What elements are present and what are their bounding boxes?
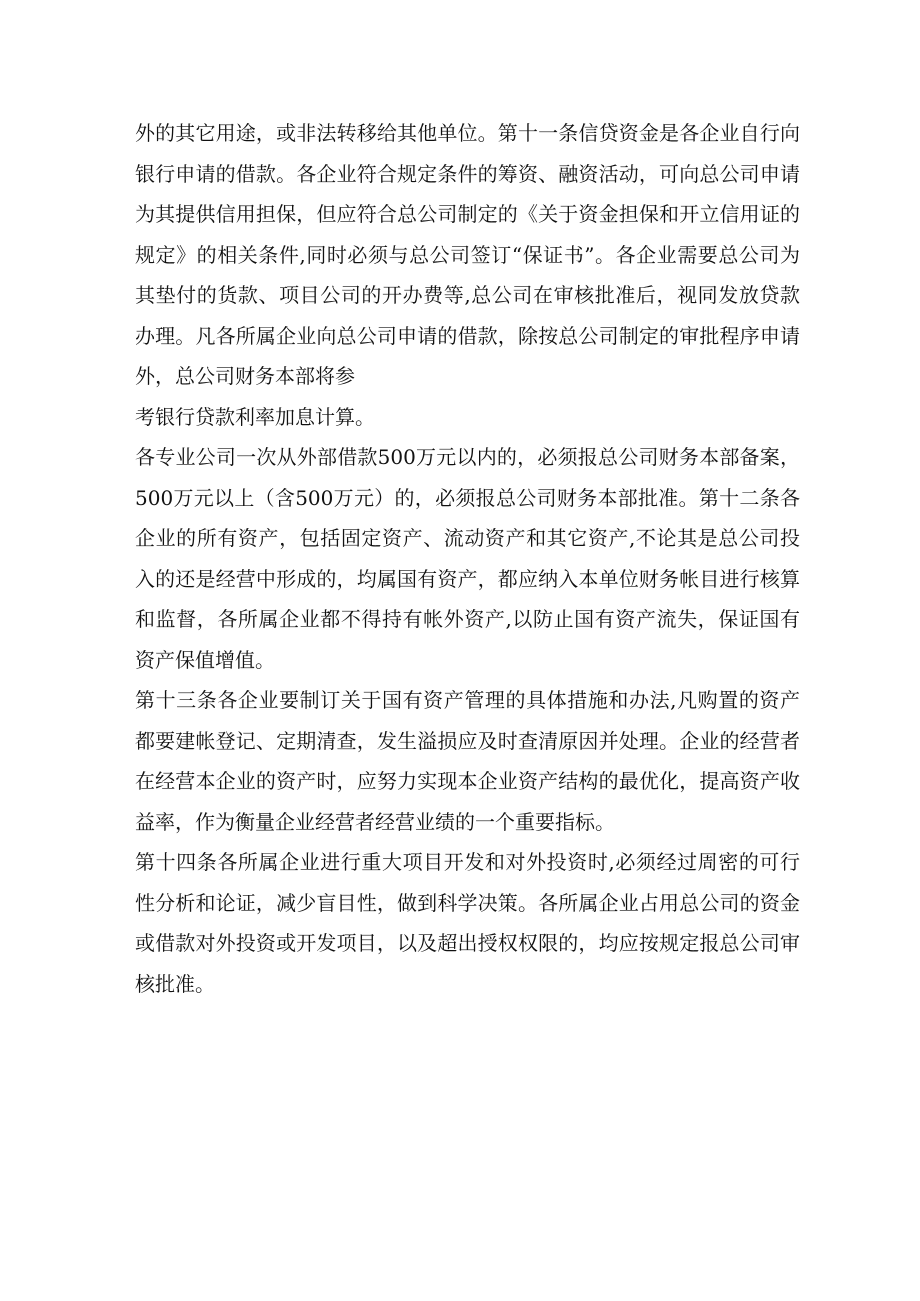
paragraph-asset-management: 第十三条各企业要制订关于国有资产管理的具体措施和办法,凡购置的资产都要建帐登记、定期清查，发生溢损应及时查清原因并处理。企业的经营者在经营本企业的资产时，应努力实现本企业资产结构的最优化，提高资产收益率，作为衡量企业经营者经营业绩的一个重要指标。 — [135, 688, 800, 834]
document-body — [135, 113, 800, 1004]
paragraph-external-borrowing: 各专业公司一次从外部借款500万元以内的，必须报总公司财务本部备案，500万元以上（含500万元）的，必须报总公司财务本部批准。第十二条各企业的所有资产，包括固定资产、流动资产和其它资产,不论其是总公司投入的还是经营中形成的，均属国有资产，都应纳入本单位财务帐目进行核算和监督，各所属企业都不得持有帐外资产,以防止国有资产流失，保证国有资产保值增值。 — [135, 445, 800, 672]
paragraph-interest-calc: 考银行贷款利率加息计算。 — [135, 404, 375, 429]
paragraph-credit-funds: 外的其它用途，或非法转移给其他单位。第十一条信贷资金是各企业自行向银行申请的借款。各企业符合规定条件的筹资、融资活动，可向总公司申请为其提供信用担保，但应符合总公司制定的《关于资金担保和开立信用证的规定》的相关条件,同时必须与总公司签订“保证书”。各企业需要总公司为其垫付的货款、项目公司的开办费等,总公司在审核批准后，视同发放贷款办理。凡各所属企业向总公司申请的借款，除按总公司制定的审批程序申请外，总公司财务本部将参 — [135, 121, 800, 388]
paragraph-investment-approval: 第十四条各所属企业进行重大项目开发和对外投资时,必须经过周密的可行性分析和论证，减少盲目性，做到科学决策。各所属企业占用总公司的资金或借款对外投资或开发项目，以及超出授权权限的，均应按规定报总公司审核批准。 — [135, 850, 800, 996]
